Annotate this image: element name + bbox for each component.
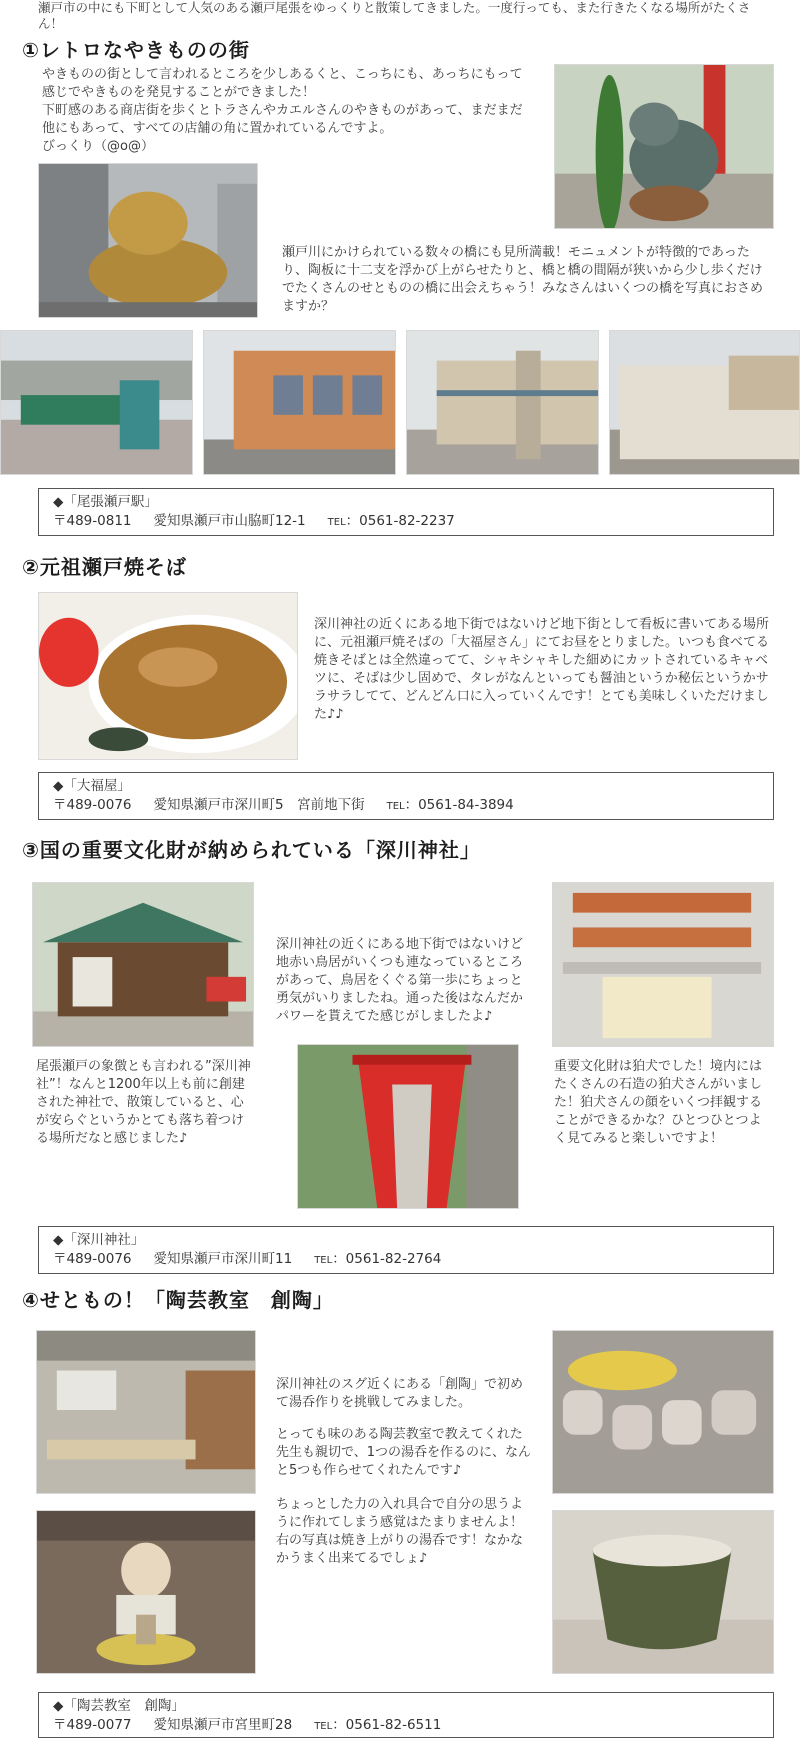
section-3-title: ③国の重要文化財が納められている「深川神社」: [22, 838, 481, 862]
daifukuya-info-box: [38, 772, 774, 820]
torii-gates-photo: [297, 1044, 519, 1209]
fukagawa-tel: ：0561-82-2764: [332, 1251, 442, 1267]
section-2-title: ②元祖瀬戸焼そば: [22, 555, 187, 579]
fukagawa-shrine-photo: [32, 882, 254, 1047]
section-4-text-2: とっても味のある陶芸教室で教えてくれた先生も親切で、1つの湯呑を作るのに、なんと5つも作らせてくれたんです♪: [276, 1427, 532, 1478]
bridge-photo-2: [203, 330, 396, 475]
station-tel-mark: TEL: [327, 517, 346, 528]
daifukuya-address: 愛知県瀬戸市深川町5 宮前地下街: [153, 797, 365, 813]
soutou-name: ◆「陶芸教室 創陶」: [53, 1698, 185, 1714]
soutou-info-box: [38, 1692, 774, 1738]
fukagawa-tel-mark: TEL: [314, 1255, 333, 1266]
komainu-display-photo: [552, 882, 774, 1047]
fukagawa-info-box: [38, 1226, 774, 1274]
fukagawa-address: 愛知県瀬戸市深川町11: [153, 1251, 293, 1267]
daifukuya-postal: 〒489-0076: [53, 797, 132, 813]
section-1-text-2: 瀬戸川にかけられている数々の橋にも見所満載！モニュメントが特徴的であったり、陶板に十二支を浮かび上がらせたりと、橋と橋の間隔が狭いから少し歩くだけでたくさんのせとものの橋に出会えちゃう！みなさんはいくつの橋を写真におさめますか？: [282, 245, 764, 314]
station-postal: 〒489-0811: [53, 513, 132, 529]
section-4-text-3: ちょっとした力の入れ具合で自分の思うように作れてしまう感覚はたまりませんよ！ 右の写真は焼き上がりの湯呑です！なかなかうまく出来てるでしょ♪: [276, 1497, 524, 1566]
bridge-photo-3: [406, 330, 599, 475]
pottery-studio-photo: [36, 1330, 256, 1494]
frog-statue-photo: [38, 163, 258, 318]
section-3-text-center: 深川神社の近くにある地下街ではないけど地赤い鳥居がいくつも連なっているところがあって、鳥居をくぐる第一歩にちょっと勇気がいりましたね。通った後はなんだかパワーを貰えてた感じがしましたよ♪: [276, 937, 524, 1024]
finished-cup-photo: [552, 1510, 774, 1674]
section-1-title: ①レトロなやきものの街: [22, 38, 250, 62]
pottery-wheel-photo: [36, 1510, 256, 1674]
fukagawa-postal: 〒489-0076: [53, 1251, 132, 1267]
soutou-address: 愛知県瀬戸市宮里町28: [153, 1717, 293, 1733]
yakisoba-photo: [38, 592, 298, 760]
intro-text: 瀬戸市の中にも下町として人気のある瀬戸尾張をゆっくりと散策してきました。一度行っても、また行きたくなる場所がたくさん！: [38, 0, 751, 31]
bridge-photo-4: [609, 330, 800, 475]
section-4-text-1: 深川神社のスグ近くにある「創陶」で初めて湯呑作りを挑戦してみました。: [276, 1377, 524, 1410]
soutou-postal: 〒489-0077: [53, 1717, 132, 1733]
station-tel: ：0561-82-2237: [345, 513, 455, 529]
section-2-text: 深川神社の近くにある地下街ではないけど地下街として看板に書いてある場所に、元祖瀬戸焼そばの「大福屋さん」にてお昼をとりました。いつも食べてる焼きそばとは全然違ってて、シャキシャキした細めにカットされているキャベツに、そばは少し固めで、タレがなんといっても醤油というか秘伝というかサラサラしてて、どんどん口に入っていくんです！とても美味しくいただけました♪♪: [314, 617, 770, 722]
fukagawa-name: ◆「深川神社」: [53, 1232, 145, 1248]
section-1-text-1: やきものの街として言われるところを少しあるくと、こっちにも、あっちにもって感じでやきものを発見することができました！ 下町感のある商店街を歩くとトラさんやカエルさんのやきものがあって、まだまだ他にもあって、すべての店舗の角に置かれているんですよ。 びっくり（@o@）: [42, 67, 523, 154]
tanuki-statue-photo: [554, 64, 774, 229]
station-name: ◆「尾張瀬戸駅」: [53, 494, 158, 510]
soutou-tel-mark: TEL: [314, 1721, 333, 1732]
station-address: 愛知県瀬戸市山脇町12-1: [153, 513, 306, 529]
daifukuya-name: ◆「大福屋」: [53, 778, 131, 794]
daifukuya-tel-mark: TEL: [386, 801, 405, 812]
daifukuya-tel: ：0561-84-3894: [404, 797, 514, 813]
section-3-text-right: 重要文化財は狛犬でした！境内にはたくさんの石造の狛犬さんがいました！狛犬さんの顔をいくつ拝観することができるかな？ひとつひとつよく見てみると楽しいですよ！: [554, 1059, 763, 1146]
section-3-text-left: 尾張瀬戸の象徴とも言われる”深川神社”！なんと1200年以上も前に創建された神社で、散策していると、心が安らぐというかとても落ち着つける場所だなと感じました♪: [36, 1059, 251, 1146]
unfired-cups-photo: [552, 1330, 774, 1494]
soutou-tel: ：0561-82-6511: [332, 1717, 442, 1733]
station-info-box: [38, 488, 774, 536]
section-4-title: ④せともの！「陶芸教室 創陶」: [22, 1288, 334, 1312]
bridge-photo-1: [0, 330, 193, 475]
